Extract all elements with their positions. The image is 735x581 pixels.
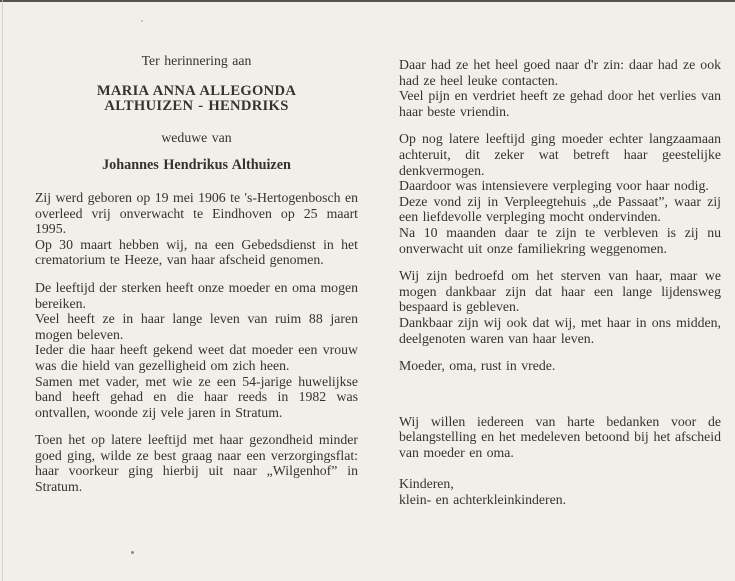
body-sentence: De leeftijd der sterken heeft onze moeder en oma mogen bereiken. [35, 279, 358, 311]
deceased-name-line1: MARIA ANNA ALLEGONDA [96, 82, 297, 99]
body-sentence: Op nog latere leeftijd ging moeder echter langzaamaan achteruit, dit zeker wat betreft haar geestelijke denkvermogen. [399, 131, 721, 178]
left-page [35, 0, 358, 495]
rest-in-peace-line [399, 358, 721, 374]
body-sentence: Wij willen iedereen van harte bedanken voor de belangstelling en het medeleven betoond bij het afscheid van moeder en oma. [399, 413, 721, 460]
body-sentence: Samen met vader, met wie ze een 54-jarige huwelijkse band heeft gehad en die haar reeds in 1982 was ontvallen, woonde zij vele jaren in Stratum. [35, 373, 358, 420]
body-sentence: Daar had ze het heel goed naar d'r zin: daar had ze ook had ze heel leuke contacten. [399, 57, 721, 88]
body-sentence: Toen het op latere leeftijd met haar gezondheid minder goed ging, wilde ze best graag naar een verzorgingsflat: haar voorkeur ging hierbij uit naar „Wilgenhof” in Stratum. [35, 432, 358, 495]
signature-line: Kinderen, [399, 476, 454, 492]
paragraph-block [35, 280, 358, 420]
signature-line: klein- en achterkleinkinderen. [399, 492, 567, 508]
paragraph-block [35, 190, 358, 268]
body-sentence: Zij werd geboren op 19 mei 1906 te 's-Hertogenbosch en overleed vrij onverwacht te Eindhoven op 25 maart 1995. [35, 189, 358, 237]
relation-line: weduwe van [161, 129, 232, 145]
body-sentence: Deze vond zij in Verpleegtehuis „de Passaat”, waar zij een liefdevolle verpleging mocht ondervinden. [399, 193, 721, 225]
thanks-block [399, 414, 721, 461]
right-page [399, 0, 721, 508]
body-sentence: Daardoor was intensievere verpleging voor haar nodig. [399, 178, 709, 194]
scan-speck [131, 551, 134, 554]
paragraph-block [399, 268, 721, 346]
body-sentence: Moeder, oma, rust in vrede. [399, 358, 556, 374]
body-sentence: Na 10 maanden daar te zijn te verbleven is zij nu onverwacht uit onze familiekring weggenomen. [399, 224, 721, 256]
paragraph-block [35, 432, 358, 494]
body-sentence: Veel heeft ze in haar lange leven van ruim 88 jaren mogen beleven. [35, 311, 358, 342]
dedication-line: Ter herinnering aan [141, 53, 252, 68]
scan-left-edge [2, 0, 3, 581]
husband-name: Johannes Hendrikus Althuizen [102, 157, 291, 174]
body-sentence: Op 30 maart hebben wij, na een Gebedsdienst in het crematorium te Heeze, van haar afscheid genomen. [35, 236, 358, 268]
paragraph-block [399, 131, 721, 256]
deceased-name-line2: ALTHUIZEN - HENDRIKS [104, 98, 289, 115]
body-sentence: Dankbaar zijn wij ook dat wij, met haar in ons midden, deelgenoten waren van haar leven. [399, 314, 721, 346]
signature-block [399, 476, 721, 507]
body-sentence: Wij zijn bedroefd om het sterven van haar, maar we mogen dankbaar zijn dat haar een lange lijdensweg bespaard is gebleven. [399, 268, 721, 315]
body-sentence: Ieder die haar heeft gekend weet dat moeder een vrouw was die hield van gezelligheid om zich heen. [35, 342, 358, 373]
paragraph-block [399, 57, 721, 119]
body-sentence: Veel pijn en verdriet heeft ze gehad door het verlies van haar beste vriendin. [399, 88, 721, 119]
